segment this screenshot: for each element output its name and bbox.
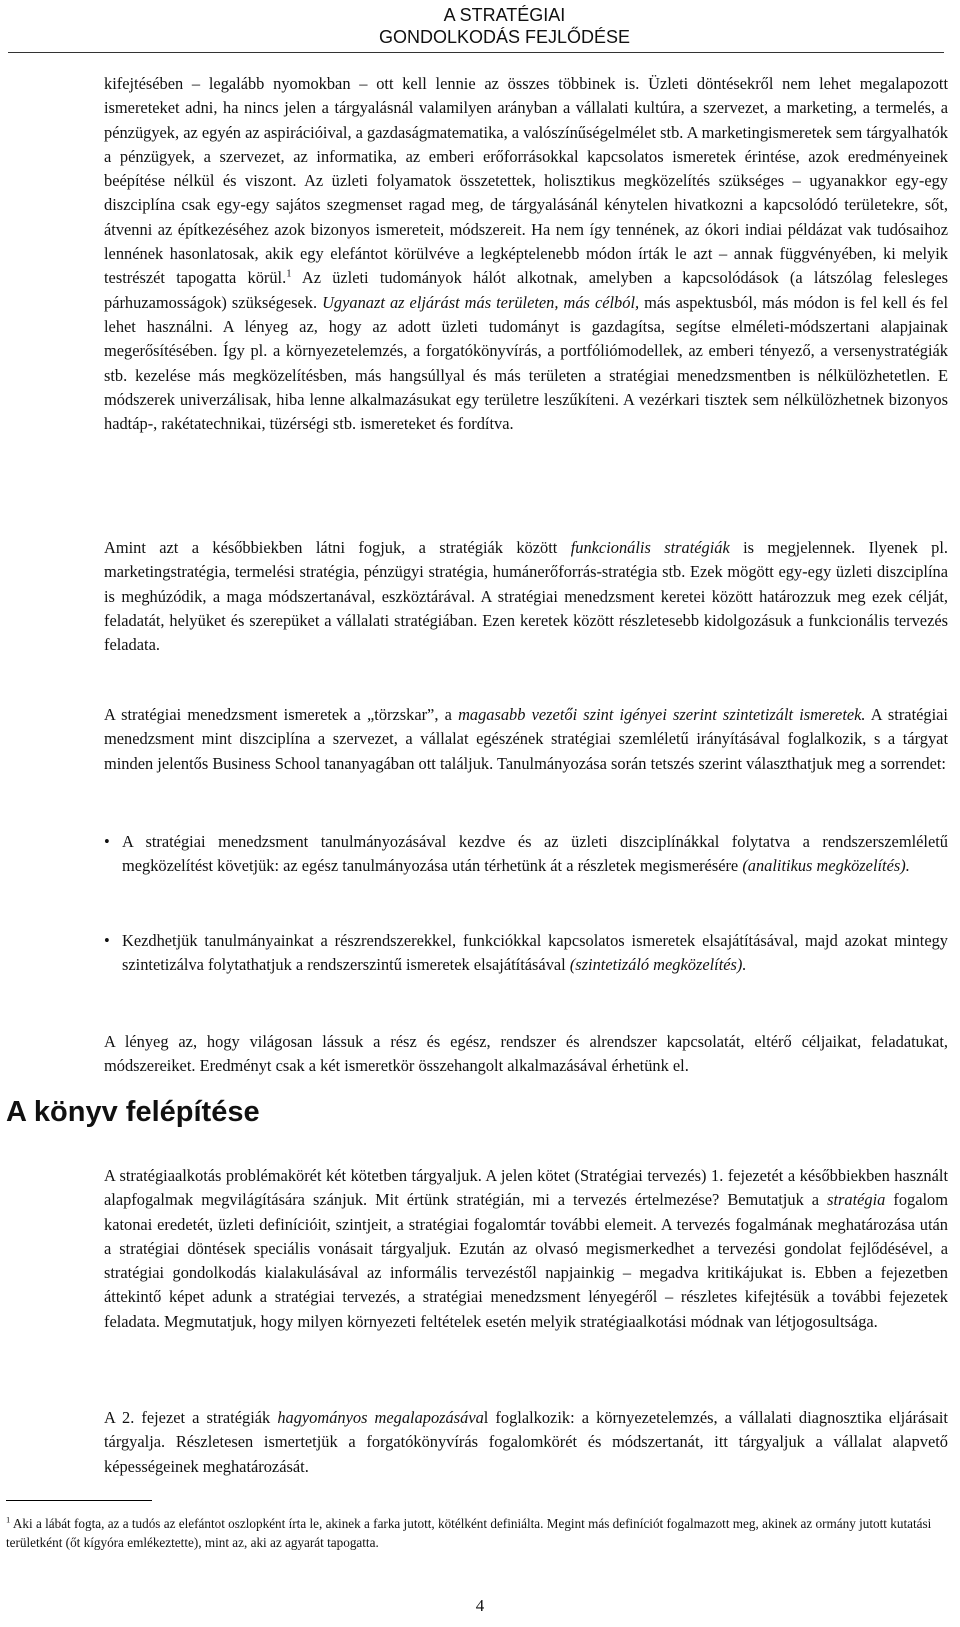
text-run: fogalom katonai eredetét, üzleti definícióit, szintjeit, a stratégiai fogalomtár további elemeit. A tervezés fogalmának meghatározása után a stratégiai döntések speciális vonásait tárgyaljuk. Ezután az olvasó megismerkedhet a tervezési gondolat fejlődésével, a stratégiai gondolkodás kialakulásával az informális tervezéstől napjainkig – megadva kritikájukat is. Ebben a fejezetben áttekintő képet adunk a stratégiai tervezés, a stratégiai menedzsment lényegéről – részletes kifejtésük a további fejezetek feladata. Megmutatjuk, hogy milyen környezeti feltételek esetén melyik stratégiaalkotási módnak van létjogosultsága. — [104, 1190, 948, 1331]
italic-text: funkcionális stratégiák — [570, 538, 730, 557]
text-run: Amint azt a későbbiekben látni fogjuk, a stratégiák között — [104, 538, 571, 557]
header-line-1: A STRATÉGIAI — [443, 5, 566, 25]
text-run: A stratégiai menedzsment tanulmányozásával kezdve és az üzleti diszciplínákkal folytatva a rendszerszemléletű megközelítést követjük: az egész tanulmányozása után térhetünk át a részletek megismerésére — [122, 832, 948, 876]
bullet-text-2 — [104, 929, 948, 978]
text-run: l foglalkozik: a környezetelemzés, a vállalati diagnosztika eljárásait tárgyalja. Részletesen ismertetjük a forgatókönyvírás fogalomkörét és módszertanát, itt tárgyaljuk a vállalat alapvető képességeinek meghatározását. — [104, 1408, 948, 1476]
italic-text: hagyományos megalapozásáva — [277, 1408, 484, 1427]
paragraph-2 — [104, 536, 948, 657]
text-run: Aki a lábát fogta, az a tudós az elefántot oszlopként írta le, akinek a farka jutott, kötélként definiálta. Megint más definíciót fogalmazott meg, akinek az ormány jutott kutatási területként (őt kígyóra emlékeztette), mint az, aki az agyarát tapogatta. — [6, 1516, 932, 1550]
text-run: A lényeg az, hogy világosan lássuk a rész és egész, rendszer és alrendszer kapcsolatát, eltérő céljaikat, feladatukat, módszereiket. Eredményt csak a két ismeretkör összehangolt alkalmazásával érhetünk el. — [104, 1032, 948, 1076]
italic-text: Ugyanazt az eljárást más területen, más célból, — [322, 292, 640, 312]
paragraph-3 — [104, 703, 948, 776]
text-run: A 2. fejezet a stratégiák — [104, 1408, 278, 1427]
bullet-item-1 — [104, 830, 948, 879]
text-run: más aspektusból, más módon is fel kell és fel lehet használni. A lényeg az, hogy az adott üzleti tudományt is gazdagítsa, segítse elméleti-módszertani alapjainak megerősítésében. Így pl. a környezetelemzés, a forgatókönyvírás, a portfóliómodellek, az emberi tényező, a versenystratégiák stb. kezelése más megközelítésben, más hangsúllyal és más területen a stratégiai menedzsmentben is nélkülözhetetlen. E módszerek univerzálisak, hiba lenne alkalmazásukat egy területre leszűkíteni. A vezérkari tisztek sem nélkülözhetnek bizonyos hadtáp-, rakétatechnikai, tüzérségi stb. ismereteket és fordítva. — [104, 292, 948, 434]
text-run: A stratégiai menedzsment mint diszciplína a szervezet, a vállalat egészének stratégiai szemléletű irányításával foglalkozik, s a tárgyat minden jelentős Business School tananyagában ott találjuk. Tanulmányozása során tetszés szerint választhatjuk meg a sorrendet: — [104, 705, 948, 773]
text-run: A stratégiai menedzsment ismeretek a „törzskar”, a — [104, 705, 459, 724]
header-rule — [8, 52, 944, 53]
section-title: A könyv felépítése — [6, 1096, 260, 1128]
bullet-item-2 — [104, 929, 948, 978]
footnote — [6, 1514, 946, 1552]
paragraph-1 — [104, 72, 948, 436]
running-header — [379, 4, 630, 48]
italic-text: (szintetizáló megközelítés). — [569, 955, 747, 975]
text-run: kifejtésében – legalább nyomokban – ott kell lennie az összes többinek is. Üzleti döntésekről nem lehet megalapozott ismereteket adni, ha nincs jelen a tárgyalásnál valamilyen arányban a vállalati kultúra, a szervezet, a marketing, a termelés, a pénzügyek, az egyén az aspirációival, a gazdaságmatematika, a valószínűségelmélet stb. A marketingismeretek sem tárgyalhatók a pénzügyek, a szervezet, az informatika, az emberi erőforrásokkal kapcsolatos ismeretek érintése, azok eredményeinek beépítése nélkül és viszont. Az üzleti folyamatok összetettek, holisztikus megközelítés szükséges – ugyanakkor egy-egy diszciplína csak egy-egy sajátos szegmenset ragad meg, de tárgyalásánál kénytelen hivatkozni a kapcsolódó területekre, sőt, átvenni az építkezéséhez azok bizonyos ismereteit, módszereit. Ha nem így tennének, az ókori indiai példázat vak tudósaihoz lennének hasonlatosak, akik egy elefántot körülvéve a legképtelenebb módon írták le azt – annak függvényében, ki melyik testrészét tapogatta körül. — [104, 74, 948, 288]
italic-text: stratégia — [827, 1190, 886, 1210]
header-line-2: GONDOLKODÁS FEJLŐDÉSE — [378, 27, 630, 47]
text-run: Az üzleti tudományok hálót alkotnak, amelyben a kapcsolódások (a látszólag felesleges párhuzamosságok) szükségesek. — [104, 268, 948, 312]
bullet-icon: • — [104, 832, 110, 851]
text-run: is megjelennek. Ilyenek pl. marketingstratégia, termelési stratégia, pénzügyi stratégia, humánerőforrás-stratégia stb. Ezek mögött egy-egy üzleti diszciplína is meghúzódik, a maga módszertanával, eszköztárával. A stratégiai menedzsment keretei között határozzuk meg ezek célját, feladatát, helyüket és szerepüket a vállalati stratégiában. Ezen keretek között részletesebb kidolgozásuk a funkcionális tervezés feladata. — [104, 538, 948, 655]
paragraph-5 — [104, 1164, 948, 1334]
paragraph-4 — [104, 1030, 948, 1079]
italic-text: (analitikus megközelítés). — [742, 856, 910, 876]
paragraph-6 — [104, 1406, 948, 1479]
text-run: Kezdhetjük tanulmányainkat a részrendszerekkel, funkciókkal kapcsolatos ismeretek elsajátításával, majd azokat mintegy szintetizálva folytathatjuk a rendszerszintű ismeretek elsajátításával — [122, 931, 948, 975]
footnote-marker: 1 — [6, 1514, 11, 1525]
page-number: 4 — [475, 1596, 485, 1615]
bullet-text-1 — [104, 830, 948, 879]
bullet-icon: • — [104, 931, 110, 950]
footnote-marker: 1 — [286, 268, 292, 280]
footnote-rule — [6, 1500, 152, 1501]
text-run: A stratégiaalkotás problémakörét két kötetben tárgyaljuk. A jelen kötet (Stratégiai tervezés) 1. fejezetét a későbbiekben használt alapfogalmak megvilágítására szánjuk. Mit értünk stratégián, mi a tervezés értelmezése? Bemutatjuk a — [104, 1166, 948, 1210]
italic-text: magasabb vezetői szint igényei szerint szintetizált ismeretek. — [458, 705, 866, 724]
